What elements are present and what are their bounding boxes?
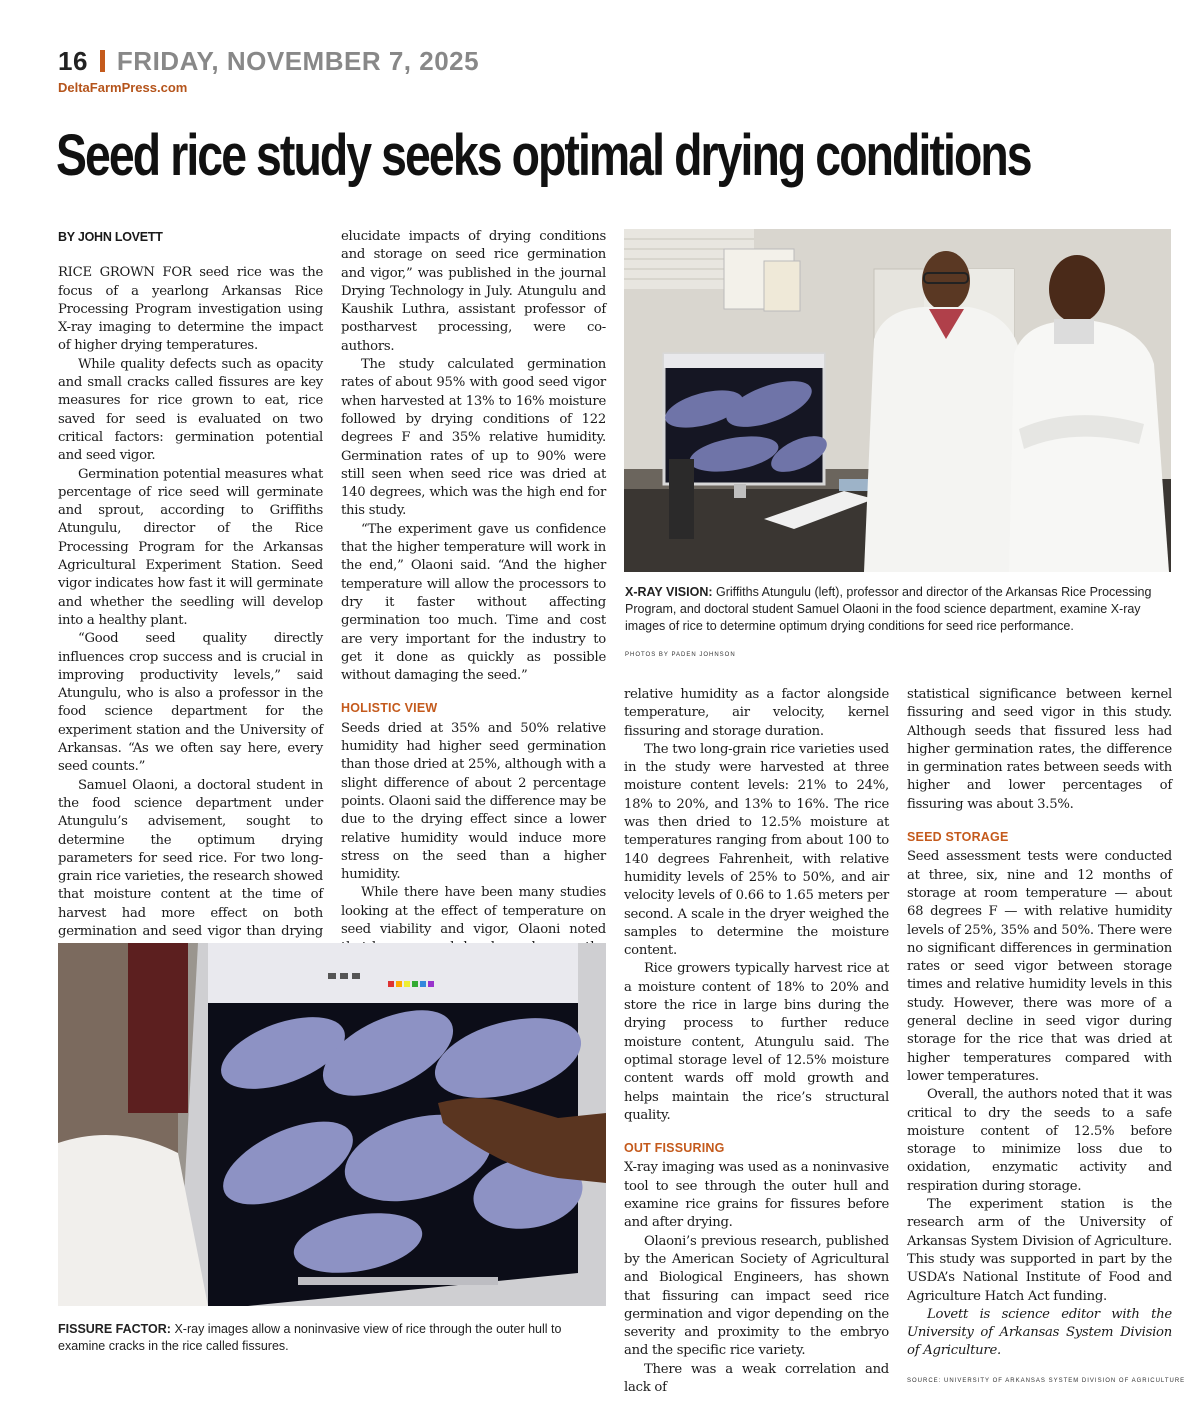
paragraph: While there have been many studies looking at the effect of temperature on seed viability and vigor, Olaoni noted bbox=[341, 885, 606, 937]
column-3 bbox=[624, 686, 889, 1397]
paragraph: RICE GROWN FOR seed rice was the focus of a yearlong Arkansas Rice Processing Program investigation using X-ray imaging to determine the impact of higher drying temperatures. bbox=[58, 265, 323, 354]
paragraph: Rice growers typically harvest rice at a moisture content of 18% to 20% and store the rice in large bins during the drying process to further reduce moisture content, Atungulu said. The optimal storage level of 12.5% moisture content wards off mold growth and helps maintain the rice’s structural quality. bbox=[624, 961, 889, 1123]
paragraph: Olaoni’s previous research, published by the American Society of Agricultural and Biological Engineers, has shown that fissuring can impact seed rice germination and vigor depending on the severity and proximity to the embryo and the specific rice variety. bbox=[624, 1233, 889, 1359]
headline: Seed rice study seeks optimal drying conditions bbox=[56, 123, 1031, 188]
photo-xray-monitor-image bbox=[58, 943, 606, 1306]
paragraph: Overall, the authors noted that it was critical to dry the seeds to a safe moisture content of 12.5% before storage to minimize loss due to oxidation, enzymatic activity and respiration during storage. bbox=[907, 1087, 1172, 1194]
paragraph: “Good seed quality directly influences crop success and is crucial in improving productivity levels,” said Atungulu, who is also a professor in the food science department for the experiment station and the University of Arkansas. “As we often say here, every seed counts.” bbox=[58, 631, 323, 775]
paragraph: Seeds dried at 35% and 50% relative humidity had higher seed germination than those dried at 25%, although with a slight difference of about 2 percentage points. Olaoni said the difference may be due to the drying effect since a lower relative humidity would induce more stress on the seed than a higher humidity. bbox=[341, 720, 606, 883]
site-link[interactable]: DeltaFarmPress.com bbox=[58, 80, 188, 95]
caption-fissure-factor bbox=[58, 1321, 606, 1355]
photo-researchers bbox=[624, 229, 1171, 572]
caption-x-ray-vision bbox=[625, 584, 1171, 635]
header-divider bbox=[100, 50, 105, 72]
caption-text: X-ray images allow a noninvasive view of rice through the outer hull to examine cracks in the rice called fissures. bbox=[58, 1322, 562, 1353]
paragraph: Seed assessment tests were conducted at three, six, nine and 12 months of storage at room temperature — about 68 degrees F — with relative humidity levels of 25%, 35% and 50%. There were no significant differences in germination rates or seed vigor between storage times and relative humidity levels in this study. However, there was more of a general decline in seed vigor during storage for the rice that was dried at higher temperatures compared with lower temperatures. bbox=[907, 849, 1172, 1084]
subhead-out-fissuring: OUT FISSURING bbox=[624, 1141, 725, 1156]
paragraph: “The experiment gave us confidence that the higher temperature will work in the end,” Olaoni said. “And the higher temperature will allow the processors to dry it faster without affecting germination too much. Time and cost are very important for the industry to get it done as quickly as possible without damaging the seed.” bbox=[341, 521, 606, 684]
paragraph: Samuel Olaoni, a doctoral student in the food science department under Atungulu’s advisement, sought to determine the optimum drying parameters for seed rice. For two long-grain rice varieties, the research showed that moisture content at the time of harvest had more effect on both germination and seed vigor than drying bbox=[58, 777, 323, 939]
paragraph: The study calculated germination rates of about 95% with good seed vigor when harvested at 13% to 16% moisture followed by drying conditions of 122 degrees F and 35% relative humidity. Germination rates of up to 90% were still seen when seed rice was dried at 140 degrees, which was the high end for this study. bbox=[341, 357, 606, 519]
paragraph: relative humidity as a factor alongside temperature, air velocity, kernel fissuring and storage duration. bbox=[624, 687, 889, 739]
paragraph: The two long-grain rice varieties used in the study were harvested at three moisture content levels: 21% to 24%, 18% to 20%, and 13% to 16%. The rice was then dried to 12.5% moisture at temperatures ranging from about 100 to 140 degrees Fahrenheit, with relative humidity levels of 25% to 50%, and air velocity levels of 0.66 to 1.65 meters per second. A scale in the dryer weighed the samples to determine the moisture content. bbox=[624, 741, 889, 959]
page-header bbox=[58, 44, 479, 78]
subhead-seed-storage: SEED STORAGE bbox=[907, 830, 1009, 845]
column-1 bbox=[58, 228, 323, 978]
author-note: Lovett is science editor with the University of Arkansas System Division of Agriculture. bbox=[907, 1306, 1172, 1359]
paragraph: statistical significance between kernel fissuring and seed vigor in this study. Although seeds that fissured less had higher germination rates, the difference in germination rates between seeds with higher and lower percentages of fissuring was about 3.5%. bbox=[907, 687, 1172, 812]
paragraph: X-ray imaging was used as a noninvasive tool to see through the outer hull and examine rice grains for fissures before and after drying. bbox=[624, 1160, 889, 1231]
photo-xray-monitor bbox=[58, 943, 606, 1306]
caption-label: FISSURE FACTOR: bbox=[58, 1322, 171, 1336]
issue-date: FRIDAY, NOVEMBER 7, 2025 bbox=[116, 46, 480, 76]
column-4 bbox=[907, 686, 1172, 1361]
paragraph: elucidate impacts of drying conditions and storage on seed rice germination and vigor,” was published in the journal Drying Technology in July. Atungulu and Kaushik Luthra, assistant professor of postharvest processing, were co-authors. bbox=[341, 229, 606, 354]
subhead-holistic-view: HOLISTIC VIEW bbox=[341, 701, 438, 716]
photo-researchers-image bbox=[624, 229, 1171, 572]
caption-text: Griffiths Atungulu (left), professor and director of the Arkansas Rice Processing Program, and doctoral student Samuel Olaoni in the food science department, examine X-ray images of rice to determine optimum drying conditions for seed rice performance. bbox=[625, 585, 1152, 633]
paragraph: While quality defects such as opacity and small cracks called fissures are key measures for rice grown to eat, rice saved for seed is evaluated on two critical factors: germination potential and seed vigor. bbox=[58, 356, 323, 464]
source-note: SOURCE: UNIVERSITY OF ARKANSAS SYSTEM DIVISION OF AGRICULTURE bbox=[907, 1378, 1186, 1384]
photo-credit: PHOTOS BY PADEN JOHNSON bbox=[625, 652, 736, 658]
paragraph: The experiment station is the research arm of the University of Arkansas System Division of Agriculture. This study was supported in part by the USDA’s National Institute of Food and Agriculture Hatch Act funding. bbox=[907, 1197, 1172, 1304]
column-2 bbox=[341, 228, 606, 976]
paragraph: Germination potential measures what percentage of rice seed will germinate and sprout, according to Griffiths Atungulu, director of the Rice Processing Program for the Arkansas Agricultural Experiment Station. Seed vigor indicates how fast it will germinate and whether the seedling will develop into a healthy plant. bbox=[58, 466, 323, 628]
byline: BY JOHN LOVETT bbox=[58, 230, 163, 244]
paragraph: There was a weak correlation and lack of bbox=[624, 1361, 889, 1395]
page-number: 16 bbox=[58, 46, 88, 76]
caption-label: X-RAY VISION: bbox=[625, 585, 713, 599]
